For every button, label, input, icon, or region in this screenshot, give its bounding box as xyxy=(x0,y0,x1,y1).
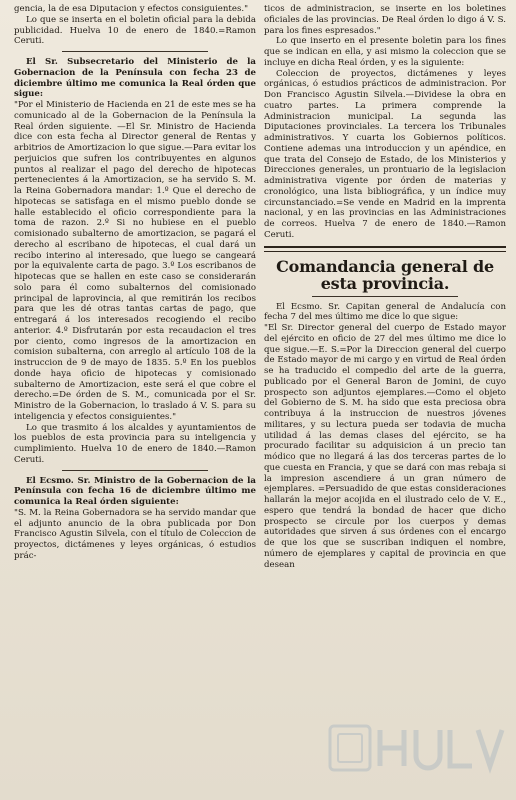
left-p4: "Por el Ministerio de Hacienda en 21 de este mes se ha comunicado al de la Gobernacion de la Península la Real órden siguiente. —El Sr. Ministro de Hacienda dice con esta fecha al Director general de Rentas y arbitrios de Amortizacion lo que sigue.—Para evitar los perjuicios que sufren los contribuyentes en algunos puntos al realizar el pago del derecho de hipotecas pertenecientes á la Amortizacion, se ha servido S. M. la Reina Gobernadora mandar: 1.º Que el derecho de hipotecas se satisfaga en el mismo pueblo donde se halle establecido el oficio correspondiente para la toma de razon. 2.º Si no hubiese en el pueblo comisionado subalterno de amortizacion, se pagará el derecho al escribano de hipotecas, el cual dará un recibo interino al interesado, que luego se cangeará por la equivalente carta de pago. 3.º Los escribanos de hipotecas que se hallen en este caso se considerarán solo para él como subalternos del comisionado principal de laprovincia, al que remitirán los recibos para que les dé otras tantas cartas de pago, que entregará á los interesados recogiendo el recibo anterior. 4.º Disfrutarán por esta recaudacion el tres por ciento, como ingresos de la amortizacion en comision subalterna, con arreglo al artículo 108 de la instruccion de 9 de mayo de 1835. 5.º En los pueblos donde haya oficio de hipotecas y comisionado subalterno de Amortizacion, este será el que cobre el derecho.=De órden de S. M., comunicada por el Sr. Ministro de la Gobernacion, lo traslado á V. S. para su inteligencia y efectos consiguientes." xyxy=(14,100,256,422)
divider xyxy=(312,296,457,297)
left-p1: gencia, la de esa Diputacion y efectos consiguientes." xyxy=(14,4,249,14)
divider xyxy=(62,470,207,471)
right-p1: ticos de administracion, se inserte en los boletines oficiales de las provincias. De Real órden lo digo á V. S. para los fines espresados." xyxy=(264,4,506,36)
right-p4: El Ecsmo. Sr. Capitan general de Andalucía con fecha 7 del mes último me dice lo que sigue: xyxy=(264,301,506,323)
right-p3: Coleccion de proyectos, dictámenes y leyes orgánicas, ó estudios prácticos de administracion. Por Don Francisco Agustin Silvela.—Dividese la obra en cuatro partes. La primera comprende la Administracion municipal. La segunda las Diputaciones provinciales. La tercera los Tribunales administrativos. Y cuarta los Gobiernos políticos. Contiene ademas una introduccion y un apéndice, en que trata del Consejo de Estado, de los Ministerios y Direcciones generales, un prontuario de la legislacion administrativa vigente por órden de materias y cronológico, una lista bibliográfica, y un índice muy circunstanciado.=Se vende en Madrid en la imprenta nacional, y en las provincias en las Administraciones de correos. Huelva 7 de enero de 1840.—Ramon Ceruti. xyxy=(264,68,506,240)
left-p5: Lo que trasmito á los alcaldes y ayuntamientos de los pueblos de esta provincia para su inteligencia y cumplimiento. Huelva 10 de enero de 1840.—Ramon Ceruti. xyxy=(14,422,256,465)
two-column-layout xyxy=(14,4,506,792)
left-p2: Lo que se inserta en el boletin oficial para la debida publicidad. Huelva 10 de enero de 1840.=Ramon Ceruti. xyxy=(14,14,256,47)
right-p5: "El Sr. Director general del cuerpo de Estado mayor del ejército en oficio de 27 del mes último me dice lo que sigue.—E. S.=Por la Direccion general del cuerpo de Estado mayor de mi cargo y en virtud de Real órden se ha traducido el compedio del arte de la guerra, publicado por el General Baron de Jomini, de cuyo prospecto son adjuntos ejemplares.—Como el objeto del Gobierno de S. M. ha sido que esta preciosa obra contribuya á la instruccion de nuestros jóvenes militares, y su lectura pueda ser todavia de mucha utilidad á las demas clases del ejército, se ha procurado facilitar su adquisicion á un precio tan módico que no llegará á las dos terceras partes de lo que cuesta en Francia, y que se dará con mas rebaja si la impresion ascendiere á un gran número de ejemplares. =Persuadido de que estas consideraciones hallarán la mejor acojida en el ilustrado celo de V. E., espero que tendrá la bondad de hacer que dicho prospecto se circule por los cuerpos y demas autoridades que sirven á sus órdenes con el encargo de que los que se suscriban indiquen el nombre, número de ejemplares y capital de provincia en que desean xyxy=(264,323,506,570)
left-column xyxy=(14,4,256,792)
divider xyxy=(62,51,207,52)
section-rule xyxy=(264,251,506,252)
right-column xyxy=(264,4,506,792)
left-p6: El Ecsmo. Sr. Ministro de la Gobernacion de la Península con fecha 16 de diciembre último me comunica la Real órden siguiente: xyxy=(14,475,256,507)
left-p7: "S. M. la Reina Gobernadora se ha servido mandar que el adjunto anuncio de la obra publicada por Don Francisco Agustin Silvela, con el título de Coleccion de proyectos, dictámenes y leyes orgánicas, ó estudios prác- xyxy=(14,507,256,561)
section-title: Comandancia general de esta provincia. xyxy=(276,256,494,293)
left-p3: El Sr. Subsecretario del Ministerio de la Gobernacion de la Península con fecha 23 de diciembre último me comunica la Real órden que sigue: xyxy=(14,57,256,100)
right-p2: Lo que inserto en el presente boletin para los fines que se indican en ella, y asi mismo la coleccion que se incluye en dicha Real órden, y es la siguiente: xyxy=(264,36,506,68)
section-rule xyxy=(264,246,506,248)
